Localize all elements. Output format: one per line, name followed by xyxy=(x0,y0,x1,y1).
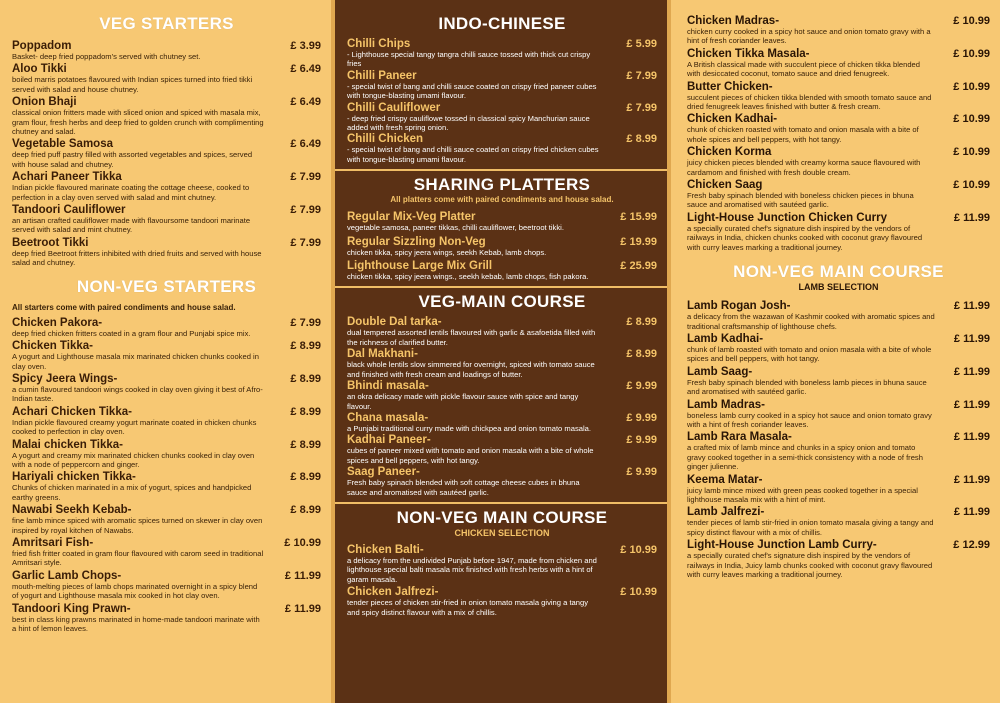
menu-item-price: £ 8.99 xyxy=(626,316,657,329)
menu-item-description: a delicacy from the undivided Punjab before 1947, made from chicken and lighthouse special balti masala mix finished with fresh herbs with a hint of garam masala. xyxy=(347,555,597,584)
menu-item-price: £ 9.99 xyxy=(626,466,657,479)
menu-item-row xyxy=(687,81,990,93)
menu-item-row xyxy=(12,373,321,385)
menu-item-description: classical onion fritters made with sliced onion and spiced with masala mix, gram flour, fresh herbs and deep fried to golden crunch with complimenting chutney and salad. xyxy=(12,108,264,137)
menu-item-price: £ 7.99 xyxy=(290,316,321,329)
menu-item xyxy=(687,113,990,144)
menu-item-price: £ 8.99 xyxy=(290,340,321,353)
menu-item-name: Keema Matar- xyxy=(687,473,763,486)
menu-item-row xyxy=(347,586,657,598)
menu-item-description: chicken curry cooked in a spicy hot sauce and onion tomato gravy with a hint of fresh coriander leaves. xyxy=(687,27,931,46)
menu-item xyxy=(12,537,321,568)
menu-item-row xyxy=(687,15,990,27)
menu-item-price: £ 12.99 xyxy=(953,539,990,552)
menu-item-price: £ 7.99 xyxy=(290,204,321,217)
menu-item xyxy=(347,102,657,133)
menu-item-name: Dal Makhani- xyxy=(347,348,418,361)
menu-item-name: Beetroot Tikki xyxy=(12,236,89,249)
menu-item-row xyxy=(12,504,321,516)
menu-item-price: £ 11.99 xyxy=(953,506,990,519)
menu-item-name: Lighthouse Large Mix Grill xyxy=(347,260,493,273)
menu-item-name: Hariyali chicken Tikka- xyxy=(12,471,136,484)
sharing-platters-list xyxy=(347,211,657,281)
menu-item-price: £ 11.99 xyxy=(953,300,990,313)
menu-item-name: Poppadom xyxy=(12,40,72,52)
menu-item-price: £ 10.99 xyxy=(284,536,321,549)
menu-item-row xyxy=(12,40,321,52)
menu-item-description: tender pieces of chicken stir-fried in onion tomato masala giving a tangy and spicy distinct flavour with a mix of chillis. xyxy=(347,598,589,617)
menu-item-name: Saag Paneer- xyxy=(347,466,420,479)
menu-item-row xyxy=(347,211,657,223)
menu-item-price: £ 8.99 xyxy=(290,405,321,418)
menu-item-description: tender pieces of lamb stir-fried in onion tomato masala giving a tangy and spicy distinct flavour with a mix of chillis. xyxy=(687,518,934,537)
menu-item-price: £ 10.99 xyxy=(953,179,990,192)
menu-item-row xyxy=(12,603,321,615)
menu-item-description: A yogurt and creamy mix marinated chicken chunks cooked in clay oven with a node of peppercorn and ginger. xyxy=(12,450,255,469)
menu-item xyxy=(687,146,990,177)
menu-item-description: an artisan crafted cauliflower made with flavoursome tandoori marinate served with salad and mint chutney. xyxy=(12,216,251,235)
menu-item-price: £ 8.99 xyxy=(626,133,657,146)
menu-item-row xyxy=(12,471,321,483)
menu-item-price: £ 10.99 xyxy=(620,586,657,599)
menu-item xyxy=(687,431,990,471)
menu-item-name: Chilli Paneer xyxy=(347,69,417,82)
menu-item-price: £ 11.99 xyxy=(284,569,321,582)
menu-item-row xyxy=(347,348,657,360)
menu-item-name: Chicken Jalfrezi- xyxy=(347,586,439,599)
indo-chinese-title: INDO-CHINESE xyxy=(438,14,566,33)
nonveg-main-chicken-title: NON-VEG MAIN COURSE xyxy=(396,507,608,527)
menu-item-description: an okra delicacy made with pickle flavour sauce with spice and tangy flavour. xyxy=(347,392,579,411)
menu-item-row xyxy=(687,539,990,551)
menu-item-row xyxy=(347,380,657,392)
menu-item-description: - special twist of bang and chilli sauce coated on crispy fried chicken cubes with tongue-blasting umami flavour. xyxy=(347,145,599,164)
menu-item-row xyxy=(347,466,657,478)
menu-item-row xyxy=(12,204,321,216)
menu-item-name: Malai chicken Tikka- xyxy=(12,438,124,451)
menu-item-description: - special twist of bang and chilli sauce coated on crispy fried paneer cubes with tongue-blasting umami flavour. xyxy=(347,81,597,101)
menu-item-name: Chilli Chicken xyxy=(347,133,424,146)
menu-item-description: Basket- deep fried poppadom's served with chutney set. xyxy=(12,52,201,61)
menu-item xyxy=(12,40,321,61)
menu-item-description: Fresh baby spinach blended with boneless lamb pieces in bhuna sauce and aromatised with sautéed garlic. xyxy=(687,377,927,397)
menu-item-row xyxy=(12,171,321,183)
menu-item-description: Fresh baby spinach blended with soft cottage cheese cubes in bhuna sauce and aromatised with sautéed garlic. xyxy=(347,478,580,497)
nonveg-main-chicken-list xyxy=(347,544,657,617)
menu-item-name: Light-House Junction Chicken Curry xyxy=(687,211,887,224)
nonveg-starters-list xyxy=(12,317,321,634)
menu-item xyxy=(347,211,657,232)
menu-item-price: £ 6.49 xyxy=(290,138,321,151)
menu-item xyxy=(12,204,321,235)
menu-item-price: £ 6.49 xyxy=(290,63,321,76)
menu-item-name: Regular Sizzling Non-Veg xyxy=(347,235,486,248)
menu-item-name: Chicken Tikka- xyxy=(12,340,93,353)
menu-item-description: chunk of lamb roasted with tomato and onion masala with a bite of whole spices and bell peppers, with hot tangy. xyxy=(687,344,932,364)
menu-item xyxy=(12,439,321,470)
menu-item-row xyxy=(687,333,990,345)
menu-item-row xyxy=(687,431,990,443)
menu-item-description: vegetable samosa, paneer tikkas, chilli cauliflower, beetroot tikki. xyxy=(347,223,564,233)
menu-item-name: Lamb Jalfrezi- xyxy=(687,506,765,519)
nonveg-main-lamb-title: NON-VEG MAIN COURSE xyxy=(733,262,944,282)
menu-item-row xyxy=(12,439,321,451)
menu-item xyxy=(347,466,657,497)
menu-item-name: Chicken Madras- xyxy=(687,15,780,27)
menu-item-price: £ 11.99 xyxy=(953,473,990,486)
menu-item xyxy=(347,434,657,465)
menu-item xyxy=(687,399,990,430)
section-divider xyxy=(335,286,669,288)
menu-item-description: fine lamb mince spiced with aromatic spices turned on skewer in clay oven inspired by royal kitchen of Nawabs. xyxy=(12,516,263,535)
menu-item-description: - deep fried crispy cauliflowe tossed in classical spicy Manchurian sauce added with fresh spring onion. xyxy=(347,113,590,133)
menu-item-description: Indian pickle flavoured creamy yogurt marinate coated in chicken chunks cooked to perfection in clay oven. xyxy=(12,417,257,437)
menu-item-description: a specially curated chef's signature dish inspired by the vendors of railways in India, chicken chunks cooked with coconut gravy flavoured with curry leaves marking a traditional journey. xyxy=(687,223,923,252)
menu-item-description: succulent pieces of chicken tikka blended with smooth tomato sauce and dried fenugreek leaves finished with butter & fresh cream. xyxy=(687,92,932,112)
menu-item-name: Chilli Chips xyxy=(347,38,411,50)
menu-item xyxy=(12,504,321,535)
menu-item-name: Chicken Saag xyxy=(687,179,763,192)
menu-item-price: £ 7.99 xyxy=(290,171,321,184)
menu-item xyxy=(347,133,657,164)
menu-item-price: £ 15.99 xyxy=(620,211,657,224)
menu-item xyxy=(347,544,657,584)
menu-item-description: a crafted mix of lamb mince and chunks in a spicy onion and tomato gravy cooked together in a semi-thick consistency with a node of fresh ginger julienne. xyxy=(687,443,923,472)
menu-item-name: Lamb Rara Masala- xyxy=(687,431,792,444)
menu-item xyxy=(347,348,657,379)
menu-item-row xyxy=(347,412,657,424)
menu-item xyxy=(12,96,321,136)
veg-starters-list xyxy=(12,40,321,268)
menu-item-price: £ 8.99 xyxy=(290,504,321,517)
section-divider xyxy=(335,169,669,171)
menu-item-row xyxy=(347,260,657,272)
menu-item xyxy=(12,317,321,338)
menu-item-description: Indian pickle flavoured marinate coating the cottage cheese, cooked to perfection in a clay oven served with salad and mint chutney. xyxy=(12,183,250,202)
menu-item-description: a Punjabi traditional curry made with chickpea and onion tomato masala. xyxy=(347,423,591,433)
menu-item-row xyxy=(347,102,657,114)
menu-item xyxy=(347,236,657,257)
menu-item xyxy=(12,340,321,371)
menu-item-name: Chicken Kadhai- xyxy=(687,113,778,126)
menu-item-description: A yogurt and Lighthouse masala mix marinated chicken chunks cooked in clay oven. xyxy=(12,352,259,371)
menu-item-price: £ 10.99 xyxy=(620,543,657,556)
menu-item-name: Regular Mix-Veg Platter xyxy=(347,211,476,224)
menu-item-price: £ 11.99 xyxy=(953,332,990,345)
chicken-curries-list xyxy=(687,15,990,252)
menu-item-row xyxy=(347,434,657,446)
menu-item-name: Achari Chicken Tikka- xyxy=(12,405,132,418)
menu-item-row xyxy=(687,506,990,518)
menu-item-name: Chilli Cauliflower xyxy=(347,101,441,114)
left-column xyxy=(0,0,331,703)
menu-item xyxy=(687,15,990,46)
menu-item-description: a delicacy from the wazawan of Kashmir cooked with aromatic spices and traditional craftsmanship of lighthouse chefs. xyxy=(687,312,935,331)
menu-item-price: £ 10.99 xyxy=(953,80,990,93)
menu-item-name: Lamb Rogan Josh- xyxy=(687,300,791,313)
menu-item xyxy=(12,570,321,601)
sharing-platters-title: SHARING PLATTERS xyxy=(413,175,591,195)
menu-item-price: £ 10.99 xyxy=(953,113,990,126)
menu-item-name: Bhindi masala- xyxy=(347,380,429,393)
menu-item-price: £ 5.99 xyxy=(626,38,657,50)
menu-item xyxy=(12,138,321,169)
sharing-platters-note: All platters come with paired condiments and house salad. xyxy=(390,195,614,205)
menu-item-row xyxy=(687,179,990,191)
menu-item-price: £ 10.99 xyxy=(953,15,990,27)
menu-item-name: Tandoori King Prawn- xyxy=(12,602,131,615)
menu-item-description: juicy lamb mince mixed with green peas cooked together in a special lighthouse masala mix with a hint of mint. xyxy=(687,485,918,504)
menu-item-row xyxy=(687,399,990,411)
menu-item-price: £ 9.99 xyxy=(626,434,657,447)
veg-main-title: VEG-MAIN COURSE xyxy=(418,292,586,312)
menu-item xyxy=(347,260,657,281)
menu-item-row xyxy=(12,237,321,249)
menu-item xyxy=(12,237,321,268)
menu-item-price: £ 3.99 xyxy=(290,40,321,52)
menu-item-row xyxy=(12,570,321,582)
menu-item-name: Spicy Jeera Wings- xyxy=(12,372,118,385)
menu-item-description: deep fried Beetroot fritters inhibited with dried fruits and served with house salad and chutney. xyxy=(12,248,262,268)
menu-item xyxy=(687,81,990,112)
menu-item xyxy=(347,316,657,347)
menu-item-row xyxy=(687,146,990,158)
menu-item-name: Light-House Junction Lamb Curry- xyxy=(687,539,877,552)
menu-item-price: £ 10.99 xyxy=(953,146,990,159)
menu-item-price: £ 10.99 xyxy=(953,47,990,60)
menu-item-row xyxy=(347,133,657,145)
menu-item xyxy=(687,506,990,537)
menu-item-description: juicy chicken pieces blended with creamy korma sauce flavoured with cardamom and finished with fresh double cream. xyxy=(687,158,921,177)
menu-item-description: fried fish fritter coated in gram flour flavoured with carom seed in traditional Amritsari style. xyxy=(12,548,264,568)
menu-item-description: A British classical made with succulent piece of chicken tikka blended with desiccated coconut, tomato sauce and dried fenugreek. xyxy=(687,59,920,79)
menu-item xyxy=(12,406,321,437)
menu-item-name: Achari Paneer Tikka xyxy=(12,171,122,184)
menu-item-description: best in class king prawns marinated in home-made tandoori marinate with a hint of lemon leaves. xyxy=(12,614,260,633)
menu-item xyxy=(12,373,321,404)
menu-item xyxy=(12,171,321,202)
menu-item-description: chicken tikka, spicy jeera wings, seekh Kebab, lamb chops. xyxy=(347,247,547,257)
menu-item xyxy=(687,333,990,364)
menu-item-name: Chicken Tikka Masala- xyxy=(687,47,810,60)
menu-item xyxy=(687,179,990,210)
menu-item-description: - Lighthouse special tangy tangra chilli sauce tossed with thick cut crispy fries xyxy=(347,50,591,69)
indo-chinese-list xyxy=(347,38,657,164)
menu-item-description: cubes of paneer mixed with tomato and onion masala with a bite of whole spices and bell peppers, with hot tangy. xyxy=(347,446,594,465)
menu-item-price: £ 8.99 xyxy=(290,471,321,484)
menu-item-name: Butter Chicken- xyxy=(687,80,773,93)
menu-item-row xyxy=(687,300,990,312)
menu-item-description: boiled marris potatoes flavoured with Indian spices turned into fried tikki served with salad and house chutney. xyxy=(12,75,253,94)
menu-item-row xyxy=(347,316,657,328)
menu-item-name: Kadhai Paneer- xyxy=(347,434,431,447)
menu-item-price: £ 11.99 xyxy=(284,602,321,615)
menu-item-name: Lamb Madras- xyxy=(687,398,765,411)
right-column xyxy=(671,0,1000,703)
menu-item-description: dual tempered assorted lentils flavoured with garlic & asafoetida filled with the richness of clarified butter. xyxy=(347,328,596,347)
menu-item-price: £ 6.49 xyxy=(290,96,321,109)
menu-item-row xyxy=(687,113,990,125)
menu-item-price: £ 19.99 xyxy=(620,235,657,248)
menu-item-description: deep fried puff pastry filled with assorted vegetables and spices, served with house salad and chutney. xyxy=(12,150,253,169)
menu-item xyxy=(347,38,657,69)
menu-item-name: Tandoori Cauliflower xyxy=(12,204,126,217)
menu-item-name: Double Dal tarka- xyxy=(347,316,442,329)
menu-item-name: Lamb Saag- xyxy=(687,365,753,378)
menu-item-row xyxy=(12,537,321,549)
menu-item-name: Chicken Balti- xyxy=(347,543,424,556)
menu-item-name: Garlic Lamb Chops- xyxy=(12,569,122,582)
menu-item xyxy=(347,586,657,617)
menu-item-price: £ 11.99 xyxy=(953,398,990,411)
menu-item-row xyxy=(347,38,657,50)
section-divider xyxy=(335,502,669,504)
menu-item xyxy=(687,539,990,579)
menu-item-name: Amritsari Fish- xyxy=(12,536,94,549)
menu-item-row xyxy=(12,317,321,329)
menu-item-row xyxy=(687,212,990,224)
menu-item-row xyxy=(12,96,321,108)
menu-item-price: £ 7.99 xyxy=(290,236,321,249)
menu-item-price: £ 7.99 xyxy=(626,69,657,82)
lamb-selection-subtitle: LAMB SELECTION xyxy=(798,282,879,293)
menu-item-row xyxy=(347,70,657,82)
menu-item-row xyxy=(12,406,321,418)
menu-item-description: a cumin flavoured tandoori wings cooked in clay oven giving it best of Afro-Indian taste. xyxy=(12,384,263,404)
menu-item-description: Fresh baby spinach blended with boneless chicken pieces in bhuna sauce and aromatised with sautéed garlic. xyxy=(687,191,914,210)
menu-item xyxy=(347,380,657,411)
menu-item-price: £ 8.99 xyxy=(626,348,657,361)
menu-item-name: Chicken Pakora- xyxy=(12,316,103,329)
menu-item-row xyxy=(347,236,657,248)
nonveg-starters-title: NON-VEG STARTERS xyxy=(76,276,257,296)
menu-item xyxy=(347,412,657,433)
veg-main-list xyxy=(347,316,657,496)
menu-item-description: mouth-melting pieces of lamb chops marinated overnight in a spicy blend of yogurt and Lighthouse masala mix cooked in hot clay oven. xyxy=(12,581,258,601)
menu-item-description: deep fried chicken fritters coated in a gram flour and Punjabi spice mix. xyxy=(12,328,251,338)
menu-item-row xyxy=(687,366,990,378)
menu-item xyxy=(347,70,657,101)
menu-item-row xyxy=(347,544,657,556)
menu-item-name: Chana masala- xyxy=(347,411,429,424)
veg-starters-title: VEG STARTERS xyxy=(99,14,234,33)
menu-item-name: Aloo Tikki xyxy=(12,63,67,76)
menu-item-description: chicken tikka, spicy jeera wings., seekh kebab, lamb chops, fish pakora. xyxy=(347,272,589,282)
menu-item-row xyxy=(12,340,321,352)
menu-item-row xyxy=(12,138,321,150)
nonveg-starters-note: All starters come with paired condiments and house salad. xyxy=(12,302,236,312)
chicken-selection-subtitle: CHICKEN SELECTION xyxy=(454,527,550,538)
menu-item-price: £ 9.99 xyxy=(626,411,657,424)
menu-item-price: £ 11.99 xyxy=(953,431,990,444)
menu-item xyxy=(12,63,321,94)
menu-item-name: Nawabi Seekh Kebab- xyxy=(12,504,132,517)
menu-item-name: Lamb Kadhai- xyxy=(687,332,764,345)
menu-item-name: Chicken Korma xyxy=(687,146,772,159)
menu-item-price: £ 7.99 xyxy=(626,101,657,114)
menu-item-name: Vegetable Samosa xyxy=(12,138,113,151)
menu-item-row xyxy=(687,48,990,60)
menu-item-price: £ 8.99 xyxy=(290,372,321,385)
menu-item-price: £ 11.99 xyxy=(953,211,990,224)
menu-item xyxy=(687,212,990,252)
menu-item xyxy=(12,603,321,634)
lamb-curries-list xyxy=(687,300,990,579)
middle-column xyxy=(331,0,671,703)
menu-item-price: £ 8.99 xyxy=(290,438,321,451)
menu-item-description: boneless lamb curry cooked in a spicy hot sauce and onion tomato gravy with a hint of fresh coriander leaves. xyxy=(687,410,932,429)
menu-item xyxy=(12,471,321,502)
menu-item-description: a specially curated chef's signature dish inspired by the vendors of railways in India, Juicy lamb chunks cooked with coconut gravy flavoured with curry leaves marking a traditional journey. xyxy=(687,551,933,579)
menu-item xyxy=(687,474,990,505)
menu-item xyxy=(687,48,990,79)
menu-item-row xyxy=(12,63,321,75)
menu-item xyxy=(687,300,990,331)
menu-item-description: Chunks of chicken marinated in a mix of yogurt, spices and handpicked earthy greens. xyxy=(12,483,252,502)
menu-item-price: £ 25.99 xyxy=(620,260,657,273)
menu-item-name: Onion Bhaji xyxy=(12,96,77,109)
menu-item-description: chunk of chicken roasted with tomato and onion masala with a bite of whole spices and bell peppers, with hot tangy. xyxy=(687,125,919,144)
menu-item xyxy=(687,366,990,397)
menu-item-row xyxy=(687,474,990,486)
menu-item-price: £ 11.99 xyxy=(953,365,990,378)
menu-item-description: black whole lentils slow simmered for overnight, spiced with tomato sauce and finished with fresh cream and loadings of butter. xyxy=(347,360,595,379)
menu-item-price: £ 9.99 xyxy=(626,380,657,393)
